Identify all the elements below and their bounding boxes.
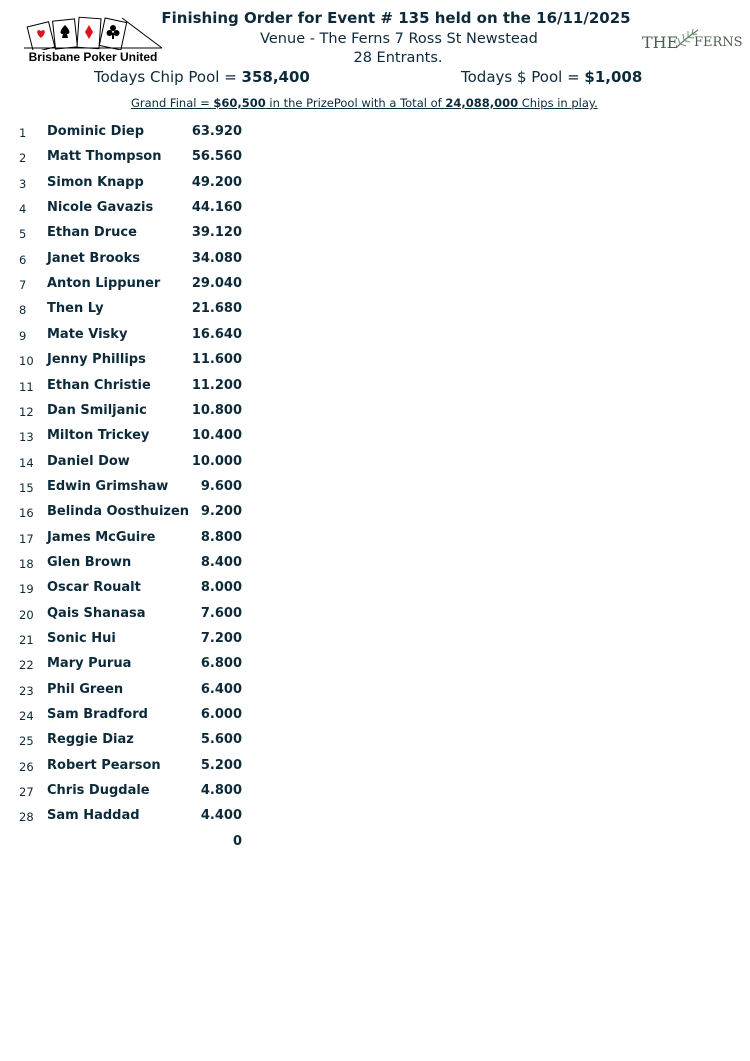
player-chips: 21.680 xyxy=(191,301,242,317)
player-chips: 56.560 xyxy=(191,149,242,165)
result-row xyxy=(0,479,260,499)
chip-pool-label: Todays Chip Pool = xyxy=(94,68,242,86)
player-chips: 6.400 xyxy=(200,681,242,697)
result-row xyxy=(0,682,260,702)
player-name: Mate Visky xyxy=(47,326,128,342)
finishing-position: 13 xyxy=(19,430,34,445)
finishing-position: 2 xyxy=(19,151,27,166)
player-chips: 10.000 xyxy=(191,453,242,469)
finishing-position: 11 xyxy=(19,379,34,394)
player-chips: 5.600 xyxy=(200,732,242,748)
player-name: Sam Bradford xyxy=(47,707,148,723)
player-chips: 63.920 xyxy=(191,124,242,139)
result-row xyxy=(0,428,260,448)
chips-total: 0 xyxy=(232,834,242,849)
result-row xyxy=(0,656,260,676)
finishing-position: 10 xyxy=(19,354,34,369)
finishing-position: 3 xyxy=(19,176,27,191)
finishing-position: 26 xyxy=(19,759,34,774)
ferns-logo-text-left: THE xyxy=(642,33,679,52)
result-row xyxy=(0,301,260,321)
finishing-position: 17 xyxy=(19,531,34,546)
result-row xyxy=(0,808,260,828)
player-name: Ethan Christie xyxy=(47,377,151,393)
player-chips: 16.640 xyxy=(191,326,242,342)
finishing-position: 19 xyxy=(19,582,34,597)
result-row xyxy=(0,276,260,296)
finishing-position: 1 xyxy=(19,126,27,140)
player-chips: 7.200 xyxy=(200,631,242,646)
player-name: Chris Dugdale xyxy=(47,783,150,799)
result-row xyxy=(0,580,260,600)
entrants-count: 28 Entrants. xyxy=(353,50,443,66)
grand-final-prize: $60,500 xyxy=(213,96,266,110)
player-name: Oscar Roualt xyxy=(47,580,141,596)
logo-text: Brisbane Poker United xyxy=(28,50,158,64)
dollar-pool-value: $1,008 xyxy=(584,68,643,86)
player-chips: 8.000 xyxy=(200,580,242,596)
grand-final-suffix: Chips in play. xyxy=(518,96,598,110)
player-name: Then Ly xyxy=(47,301,104,317)
player-chips: 11.600 xyxy=(191,352,242,368)
result-row xyxy=(0,707,260,727)
result-row xyxy=(0,403,260,423)
finishing-position: 27 xyxy=(19,785,34,800)
player-chips: 39.120 xyxy=(191,225,242,241)
player-name: Matt Thompson xyxy=(47,149,162,165)
player-name: Simon Knapp xyxy=(47,174,144,190)
dollar-pool xyxy=(461,68,642,86)
player-name: Phil Green xyxy=(47,681,124,697)
player-chips: 44.160 xyxy=(191,200,242,216)
finishing-position: 22 xyxy=(19,658,34,673)
player-name: Qais Shanasa xyxy=(47,605,146,621)
result-row xyxy=(0,555,260,575)
player-chips: 34.080 xyxy=(191,250,242,266)
player-name: James McGuire xyxy=(47,529,156,545)
player-name: Milton Trickey xyxy=(47,428,150,444)
result-row xyxy=(0,378,260,398)
player-name: Edwin Grimshaw xyxy=(47,478,169,494)
player-chips: 9.600 xyxy=(200,478,242,494)
player-chips: 10.400 xyxy=(191,428,242,444)
finishing-position: 28 xyxy=(19,810,34,825)
finishing-position: 21 xyxy=(19,633,34,647)
finishing-position: 8 xyxy=(19,303,27,318)
player-chips: 6.800 xyxy=(200,656,242,672)
chip-pool-value: 358,400 xyxy=(241,68,310,86)
result-row xyxy=(0,606,260,626)
player-chips: 11.200 xyxy=(191,377,242,393)
result-row xyxy=(0,783,260,803)
player-name: Belinda Oosthuizen xyxy=(47,504,190,520)
chip-pool xyxy=(94,68,310,86)
player-name: Dominic Diep xyxy=(47,124,145,139)
finishing-position: 9 xyxy=(19,328,27,343)
player-chips: 8.400 xyxy=(200,554,242,570)
finishing-position: 25 xyxy=(19,734,34,749)
player-chips: 5.200 xyxy=(200,757,242,773)
finishing-position: 4 xyxy=(19,202,27,217)
finishing-position: 20 xyxy=(19,607,34,622)
result-row xyxy=(0,200,260,220)
grand-final-prefix: Grand Final = xyxy=(131,96,214,110)
player-name: Anton Lippuner xyxy=(47,276,161,292)
finishing-position: 5 xyxy=(19,227,27,242)
result-row xyxy=(0,225,260,245)
player-name: Robert Pearson xyxy=(47,757,161,773)
grand-final-middle: in the PrizePool with a Total of xyxy=(265,96,446,110)
finishing-position: 6 xyxy=(19,252,27,267)
venue-line: Venue - The Ferns 7 Ross St Newstead xyxy=(260,31,538,47)
player-name: Sam Haddad xyxy=(47,808,140,824)
finishing-position: 15 xyxy=(19,480,34,495)
grand-final-line xyxy=(131,96,598,110)
finishing-position: 12 xyxy=(19,404,34,419)
finishing-position: 14 xyxy=(19,455,34,470)
player-name: Sonic Hui xyxy=(47,631,116,646)
result-row xyxy=(0,327,260,347)
player-name: Daniel Dow xyxy=(47,453,130,469)
finishing-position: 7 xyxy=(19,278,27,293)
result-row xyxy=(0,251,260,271)
result-row xyxy=(0,732,260,752)
player-chips: 29.040 xyxy=(191,276,242,292)
result-row xyxy=(0,758,260,778)
player-chips: 6.000 xyxy=(200,707,242,723)
player-chips: 49.200 xyxy=(191,174,242,190)
grand-final-chips: 24,088,000 xyxy=(445,96,519,110)
player-name: Jenny Phillips xyxy=(47,352,146,368)
player-name: Glen Brown xyxy=(47,554,132,570)
dollar-pool-label: Todays $ Pool = xyxy=(461,68,585,86)
finishing-position: 24 xyxy=(19,709,34,724)
result-row xyxy=(0,124,260,144)
player-name: Mary Purua xyxy=(47,656,132,672)
player-chips: 4.400 xyxy=(200,808,242,824)
player-name: Nicole Gavazis xyxy=(47,200,154,216)
player-name: Dan Smiljanic xyxy=(47,402,147,418)
player-name: Janet Brooks xyxy=(47,250,140,266)
result-row xyxy=(0,454,260,474)
result-row xyxy=(0,631,260,651)
ferns-logo-text-right: FERNS xyxy=(694,35,743,50)
result-row xyxy=(0,175,260,195)
player-chips: 4.800 xyxy=(200,783,242,799)
event-title: Finishing Order for Event # 135 held on the 16/11/2025 xyxy=(161,9,631,27)
player-chips: 7.600 xyxy=(200,605,242,621)
finishing-position: 18 xyxy=(19,556,34,571)
player-chips: 9.200 xyxy=(200,504,242,520)
player-name: Reggie Diaz xyxy=(47,732,134,748)
result-row xyxy=(0,504,260,524)
player-chips: 10.800 xyxy=(191,402,242,418)
finishing-position: 23 xyxy=(19,683,34,698)
player-name: Ethan Druce xyxy=(47,225,137,241)
finishing-position: 16 xyxy=(19,506,34,521)
result-row xyxy=(0,352,260,372)
result-row xyxy=(0,530,260,550)
player-chips: 8.800 xyxy=(200,529,242,545)
result-row xyxy=(0,149,260,169)
